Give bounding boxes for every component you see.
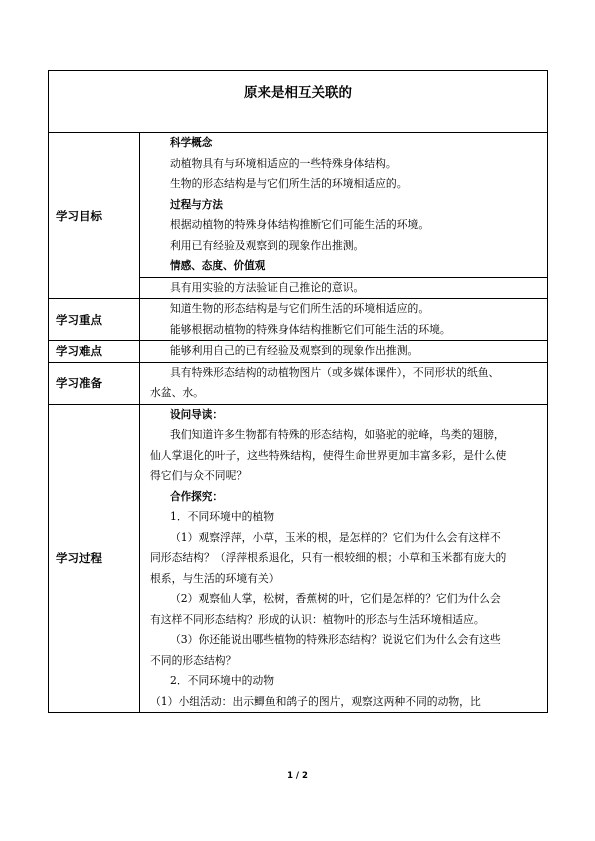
- process-line: （1）观察浮萍，小草，玉米的根，是怎样的？它们为什么会有这样不: [170, 530, 501, 544]
- process-line: 有这样不同形态结构？形成的认识：植物叶的形态与生活环境相适应。: [150, 612, 485, 626]
- label-prep: 学习准备: [49, 362, 140, 404]
- row-prep: [49, 362, 548, 404]
- process-line: 根系，与生活的环境有关）: [150, 571, 280, 585]
- row-process: [49, 404, 548, 713]
- keypoints-line: 知道生物的形态结构是与它们所生活的环境相适应的。: [170, 302, 430, 315]
- content-process: [140, 404, 548, 713]
- content-prep: [140, 362, 548, 404]
- goals-line: 动植物具有与环境相适应的一些特殊身体结构。: [170, 156, 397, 170]
- row-goals: [49, 133, 548, 299]
- row-keypoints: [49, 299, 548, 341]
- lesson-plan-table: [48, 70, 548, 713]
- process-line: （3）你还能说出哪些植物的特殊形态结构？说说它们为什么会有这些: [170, 633, 501, 646]
- page-title: 原来是相互关联的: [244, 85, 352, 101]
- prep-line: 具有特殊形态结构的动植物图片（或多媒体课件），不同形状的纸鱼、: [170, 365, 500, 379]
- process-line: （2）观察仙人掌，松树，香蕉树的叶，它们是怎样的？它们为什么会: [170, 592, 501, 605]
- goals-heading-method: 过程与方法: [170, 198, 223, 211]
- keypoints-line: 能够根据动植物的特殊身体结构推断它们可能生活的环境。: [170, 322, 451, 336]
- process-line: 不同的形态结构？: [150, 653, 237, 667]
- title-row: [49, 71, 548, 133]
- goals-line: 利用已有经验及观察到的现象作出推测。: [170, 238, 365, 252]
- goals-heading-attitude: 情感、态度、价值观: [170, 260, 266, 272]
- process-line: 2．不同环境中的动物: [170, 674, 275, 687]
- content-keypoints: [140, 299, 548, 341]
- lesson-plan-sheet: [48, 70, 547, 713]
- row-difficulty: [49, 341, 548, 363]
- content-goals: [140, 133, 548, 299]
- label-goals: 学习目标: [49, 133, 140, 299]
- goals-heading-concept: 科学概念: [170, 137, 213, 149]
- label-process: 学习过程: [49, 404, 140, 713]
- process-heading-guide: 设问导读：: [170, 408, 223, 421]
- difficulty-line: 能够利用自己的已有经验及观察到的现象作出推测。: [170, 344, 419, 357]
- process-line: 得它们与众不同呢？: [150, 469, 248, 482]
- content-difficulty: [140, 341, 548, 363]
- page-number: 1 / 2: [287, 771, 308, 781]
- process-line: 同形态结构？（浮萍根系退化，只有一根较细的根；小草和玉米都有庞大的: [150, 551, 507, 564]
- goals-line: 生物的形态结构是与它们所生活的环境相适应的。: [170, 177, 408, 190]
- process-line: 1．不同环境中的植物: [170, 510, 275, 523]
- prep-line: 水盆、水。: [150, 386, 204, 399]
- process-line: 仙人掌退化的叶子，这些特殊结构，使得生命世界更加丰富多彩，是什么使: [150, 448, 507, 462]
- label-keypoints: 学习重点: [49, 299, 140, 341]
- label-difficulty: 学习难点: [49, 341, 140, 363]
- process-line: （1）小组活动：出示鲫鱼和鸽子的图片，观察这两种不同的动物，比: [150, 694, 481, 708]
- goals-line: 根据动植物的特殊身体结构推断它们可能生活的环境。: [170, 218, 430, 231]
- process-line: 我们知道许多生物都有特殊的形态结构，如骆驼的驼峰，鸟类的翅膀，: [170, 428, 505, 441]
- goals-line: 具有用实验的方法验证自己推论的意识。: [140, 277, 547, 299]
- process-heading-explore: 合作探究：: [170, 490, 223, 503]
